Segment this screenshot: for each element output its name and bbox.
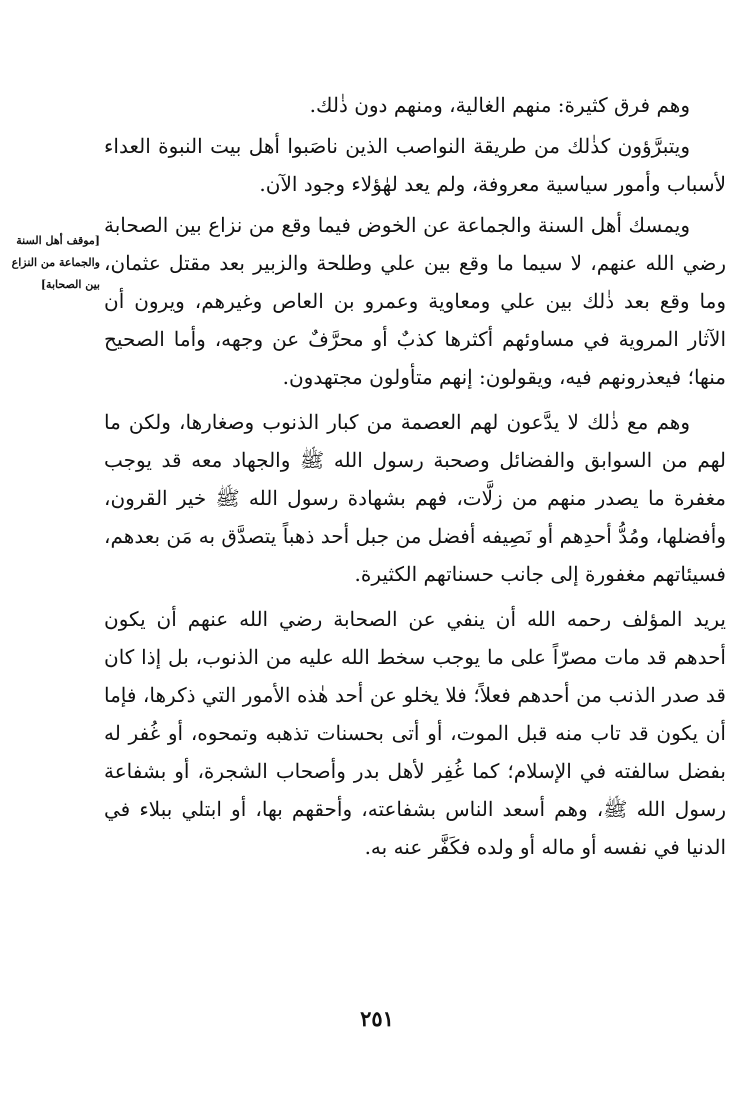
margin-note-line: [موقف أهل السنة: [16, 234, 100, 247]
margin-note: [8, 230, 100, 296]
paragraph-companions-dispute: ويمسك أهل السنة والجماعة عن الخوض فيما وقع من نزاع بين الصحابة رضي الله عنهم، لا سيما ما وقع بين علي وطلحة والزبير بعد مقتل عثمان، وما وقع بعد ذٰلك بين علي ومعاوية وعمرو بن العاص وغيرهم، ويرون أن الآثار المروية في مساوئهم أكثرها كذبٌ أو محرَّفٌ عن وجهه، وأما الصحيح منها؛ فيعذرونهم فيه، ويقولون: إنهم متأولون مجتهدون.: [104, 213, 726, 389]
margin-note-line: والجماعة من النزاع: [11, 256, 100, 269]
page-number: ٢٥١: [360, 1006, 394, 1031]
paragraph-sects: وهم فرق كثيرة: منهم الغالية، ومنهم دون ذٰلك.: [309, 93, 690, 117]
paragraph-nawasib: ويتبرَّؤون كذٰلك من طريقة النواصب الذين ناصَبوا أهل بيت النبوة العداء لأسباب وأمور سياسية معروفة، ولم يعد لهٰؤلاء وجود الآن.: [104, 134, 726, 196]
paragraph-commentary: يريد المؤلف رحمه الله أن ينفي عن الصحابة رضي الله عنهم أن يكون أحدهم قد مات مصرّاً على ما يوجب سخط الله عليه من الذنوب، بل إذا كان قد صدر الذنب من أحدهم فعلاً؛ فلا يخلو عن أحد هٰذه الأمور التي ذكرها، فإما أن يكون قد تاب منه قبل الموت، أو أتى بحسنات تذهبه وتمحوه، أو غُفر له بفضل سالفته في الإسلام؛ كما غُفِر لأهل بدر وأصحاب الشجرة، أو بشفاعة رسول الله ﷺ، وهم أسعد الناس بشفاعته، وأحقهم بها، أو ابتلي ببلاء في الدنيا في نفسه أو ماله أو ولده فكَفَّر عنه به.: [104, 607, 726, 859]
paragraph-companions-virtues: وهم مع ذٰلك لا يدَّعون لهم العصمة من كبار الذنوب وصغارها، ولكن ما لهم من السوابق والفضائل وصحبة رسول الله ﷺ والجهاد معه قد يوجب مغفرة ما يصدر منهم من زلَّات، فهم بشهادة رسول الله ﷺ خير القرون، وأفضلها، ومُدُّ أحدِهم أو نَصِيفه أفضل من جبل أحد ذهباً يتصدَّق به مَن بعدهم، فسيئاتهم مغفورة إلى جانب حسناتهم الكثيرة.: [104, 410, 726, 586]
margin-note-line: بين الصحابة]: [40, 278, 100, 291]
main-text: [104, 86, 726, 866]
